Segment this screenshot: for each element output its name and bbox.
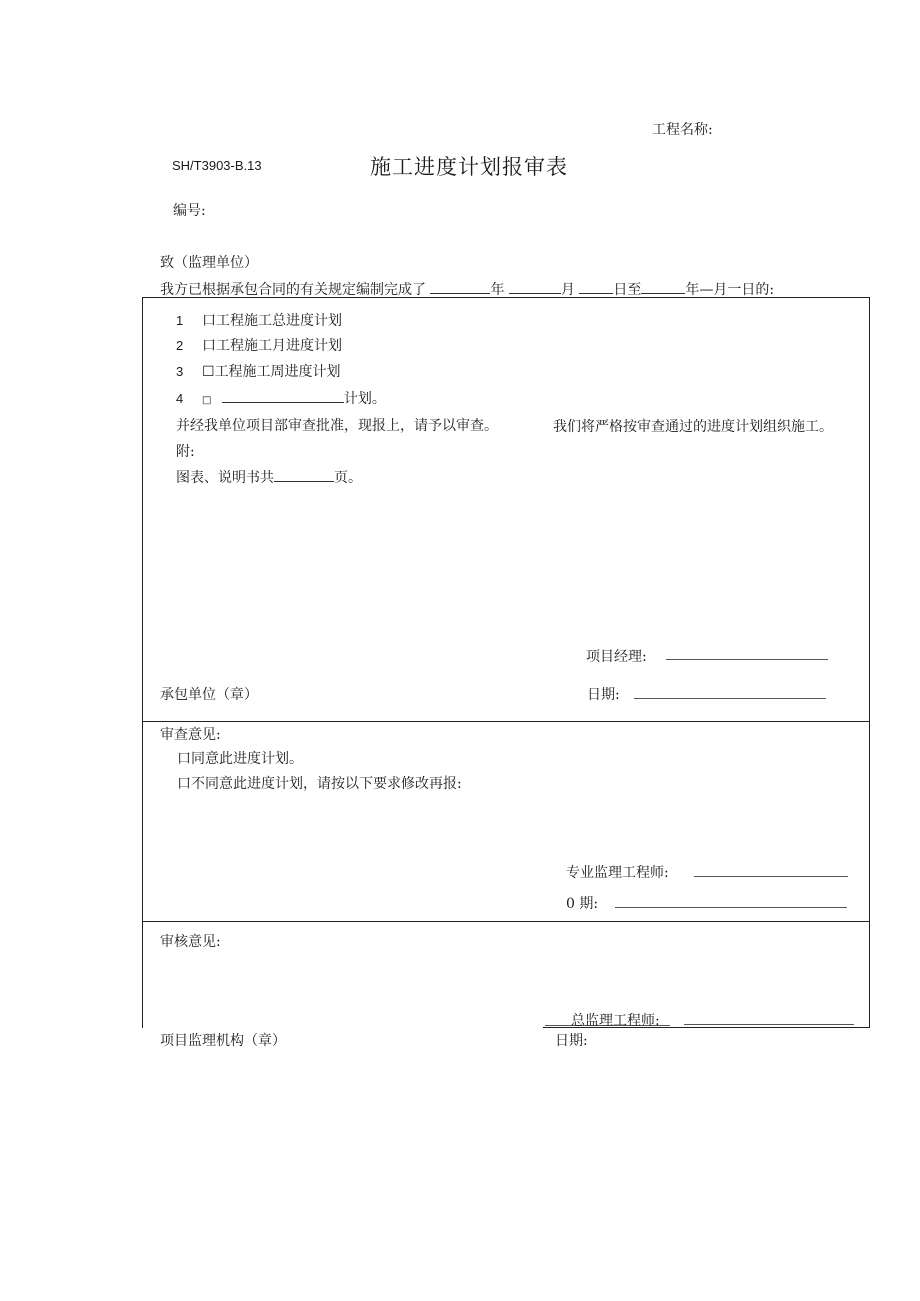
checkbox-icon[interactable]: 口: [202, 313, 216, 329]
attachment-line: 图表、说明书共 页。: [176, 470, 362, 486]
chief-engineer-label: 总监理工程师:: [571, 1013, 660, 1029]
plan-item: 4 □ 计划。: [176, 391, 386, 407]
agree-option[interactable]: 口同意此进度计划。: [177, 751, 303, 767]
plan-item: 1 口工程施工总进度计划: [176, 313, 342, 329]
section-divider-1: [142, 721, 870, 722]
month-label-1: 月: [560, 282, 575, 298]
review-title: 审查意见:: [160, 727, 221, 743]
commitment-text: 我们将严格按审查通过的进度计划组织施工。: [553, 419, 833, 435]
section-divider-2: [142, 921, 870, 922]
engineer-signature-line[interactable]: [694, 876, 848, 877]
plan-item: 3 ☐工程施工周进度计划: [176, 364, 341, 380]
audit-title: 审核意见:: [160, 934, 221, 950]
project-manager-label: 项目经理:: [586, 649, 647, 665]
custom-plan-blank[interactable]: [222, 390, 344, 403]
chief-engineer-signature-line[interactable]: [684, 1024, 854, 1025]
page-count-blank[interactable]: [274, 469, 334, 482]
recipient-label: 致（监理单位）: [160, 255, 258, 271]
year-label-1: 年: [490, 282, 505, 298]
statement-prefix: 我方已根据承包合同的有关规定编制完成了: [160, 282, 426, 298]
attachment-label: 附:: [176, 444, 195, 460]
day-to-label: 日至: [613, 282, 642, 298]
number-label: 编号:: [173, 203, 206, 219]
year-blank-2[interactable]: [641, 281, 685, 294]
checkbox-icon[interactable]: 口: [202, 338, 216, 354]
checkbox-icon[interactable]: □: [202, 395, 212, 406]
day-blank-1[interactable]: [579, 281, 613, 294]
engineer-label: 专业监理工程师:: [566, 865, 669, 881]
month-blank-1[interactable]: [509, 281, 561, 294]
page-title: 施工进度计划报审表: [370, 155, 568, 179]
project-name-label: 工程名称:: [652, 122, 713, 138]
plan-item: 2 口工程施工月进度计划: [176, 338, 342, 354]
audit-date-label: 日期:: [555, 1033, 588, 1049]
review-date-label: 0 期:: [566, 896, 599, 912]
year-blank-1[interactable]: [430, 281, 490, 294]
contractor-date-label: 日期:: [587, 687, 620, 703]
contractor-date-line[interactable]: [634, 698, 826, 699]
disagree-option[interactable]: 口不同意此进度计划，请按以下要求修改再报:: [177, 776, 462, 792]
statement-line: [160, 279, 774, 299]
review-date-line[interactable]: [615, 907, 847, 908]
project-manager-signature-line[interactable]: [666, 659, 828, 660]
checkbox-icon[interactable]: ☐: [202, 364, 215, 380]
contractor-stamp-label: 承包单位（章）: [160, 687, 258, 703]
year-month-day-label-2: 年—月一日的:: [685, 282, 775, 298]
supervision-org-label: 项目监理机构（章）: [160, 1033, 286, 1049]
standard-code: SH/T3903-B.13: [172, 158, 262, 173]
approval-text: 并经我单位项目部审查批准，现报上，请予以审查。: [176, 418, 498, 434]
